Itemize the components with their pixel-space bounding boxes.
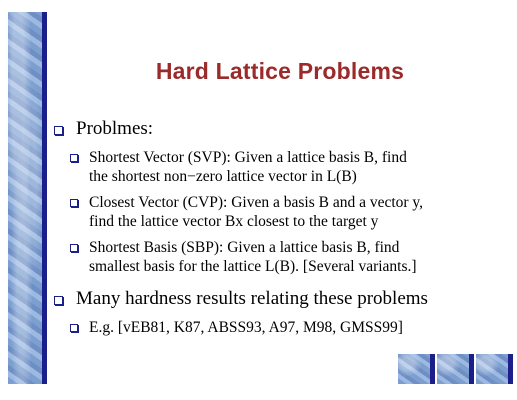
sub-bullet-line: Closest Vector (CVP): Given a basis B and a vector y, [89,194,424,211]
sub-bullet-item [70,238,417,276]
sub-bullet-line: E.g. [vEB81, K87, ABSS93, A97, M98, GMSS99] [89,319,403,336]
decorative-corner-bar [508,354,513,384]
sub-bullet-text [89,238,417,276]
slide-title: Hard Lattice Problems [155,58,405,84]
square-bullet-icon [54,296,63,305]
sub-bullet-text [89,193,423,231]
decorative-marble-strip [8,12,42,384]
decorative-corner-square [398,354,430,384]
sub-bullet-text [89,148,407,186]
square-bullet-icon [70,199,78,207]
decorative-corner-square [476,354,508,384]
sub-bullet-line: find the lattice vector Bx closest to the target y [89,213,379,230]
bullet-text: Problmes: [76,118,154,139]
bullet-item [54,118,153,140]
square-bullet-icon [70,244,78,252]
square-bullet-icon [70,324,78,332]
sub-bullet-item [70,318,403,337]
decorative-corner-square [437,354,469,384]
square-bullet-icon [54,126,63,135]
sub-bullet-line: Shortest Basis (SBP): Given a lattice basis B, find [89,239,400,256]
sub-bullet-text [89,318,403,337]
decorative-corner-bar [469,354,474,384]
bullet-item [54,288,428,310]
square-bullet-icon [70,154,78,162]
sub-bullet-item [70,148,407,186]
sub-bullet-line: Shortest Vector (SVP): Given a lattice basis B, find [89,149,407,166]
decorative-bar [42,12,47,384]
sub-bullet-line: smallest basis for the lattice L(B). [Several variants.] [89,258,417,275]
decorative-corner-bar [430,354,435,384]
sub-bullet-line: the shortest non−zero lattice vector in L(B) [89,168,357,185]
bullet-text: Many hardness results relating these problems [76,288,428,309]
sub-bullet-item [70,193,423,231]
